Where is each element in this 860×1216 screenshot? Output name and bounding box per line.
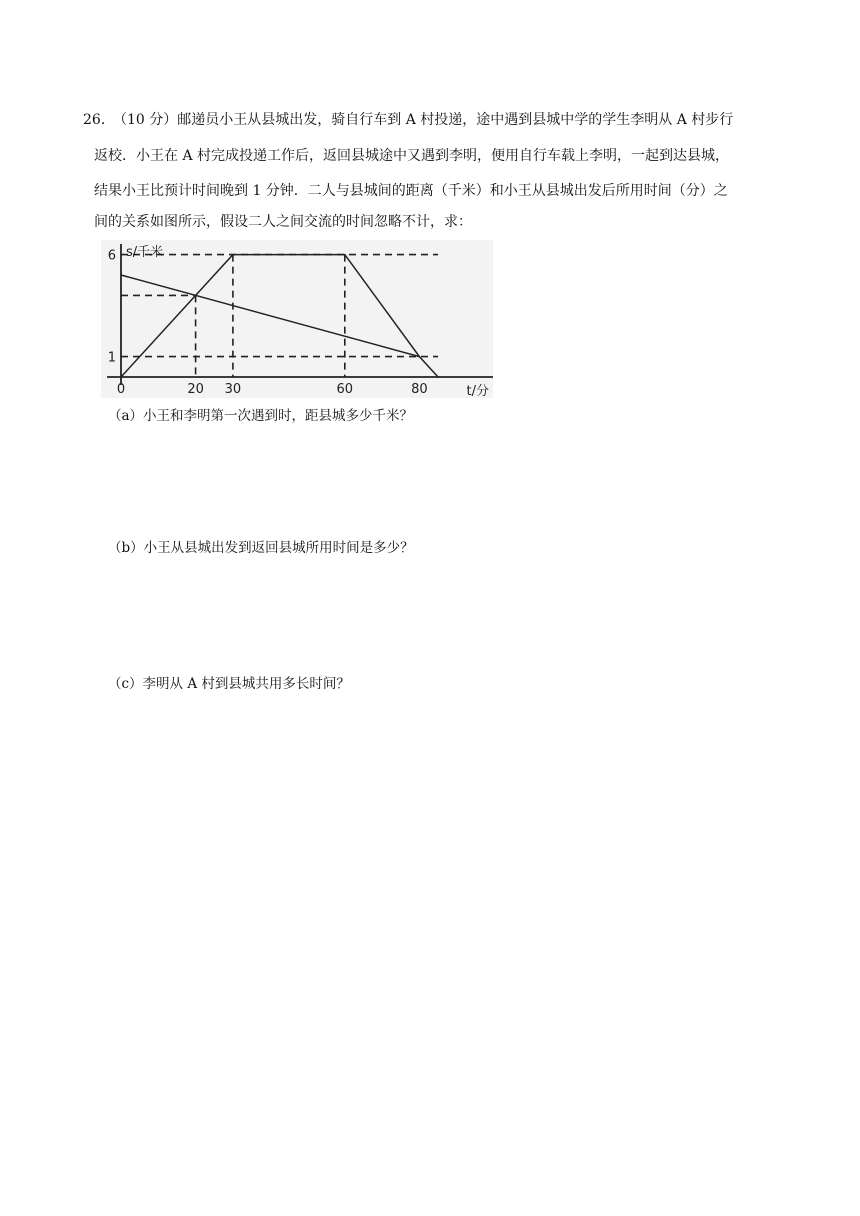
subquestion-b: （b）小王从县城出发到返回县城所用时间是多少？ <box>108 540 414 556</box>
y-tick-label: 6 <box>107 248 116 264</box>
subquestion-c: （c）李明从 A 村到县城共用多长时间？ <box>108 676 350 692</box>
y-tick-label: 1 <box>107 350 116 366</box>
question-line-3: 结果小王比预计时间晚到 1 分钟．二人与县城间的距离（千米）和小王从县城出发后所用时间（分）之 <box>94 183 728 199</box>
x-tick-label: 60 <box>336 382 354 397</box>
x-tick-label: 30 <box>224 382 242 397</box>
question-line-4: 间的关系如图所示，假设二人之间交流的时间忽略不计，求： <box>94 214 472 230</box>
y-axis-label: s/千米 <box>126 245 164 260</box>
question-line-2: 返校．小王在 A 村完成投递工作后，返回县城途中又遇到李明，便用自行车载上李明，一起到达县城， <box>94 148 730 164</box>
distance-time-graph <box>101 240 493 398</box>
subquestion-a: （a）小王和李明第一次遇到时，距县城多少千米？ <box>108 408 414 424</box>
question-line-1: （10 分）邮递员小王从县城出发，骑自行车到 A 村投递，途中遇到县城中学的学生李明从 A 村步行 <box>113 112 734 128</box>
x-tick-label: 80 <box>411 382 428 397</box>
x-tick-label: 0 <box>116 382 126 397</box>
x-tick-label: 20 <box>187 382 204 397</box>
x-axis-label: t/分 <box>466 384 489 398</box>
question-number: 26． <box>83 112 115 128</box>
